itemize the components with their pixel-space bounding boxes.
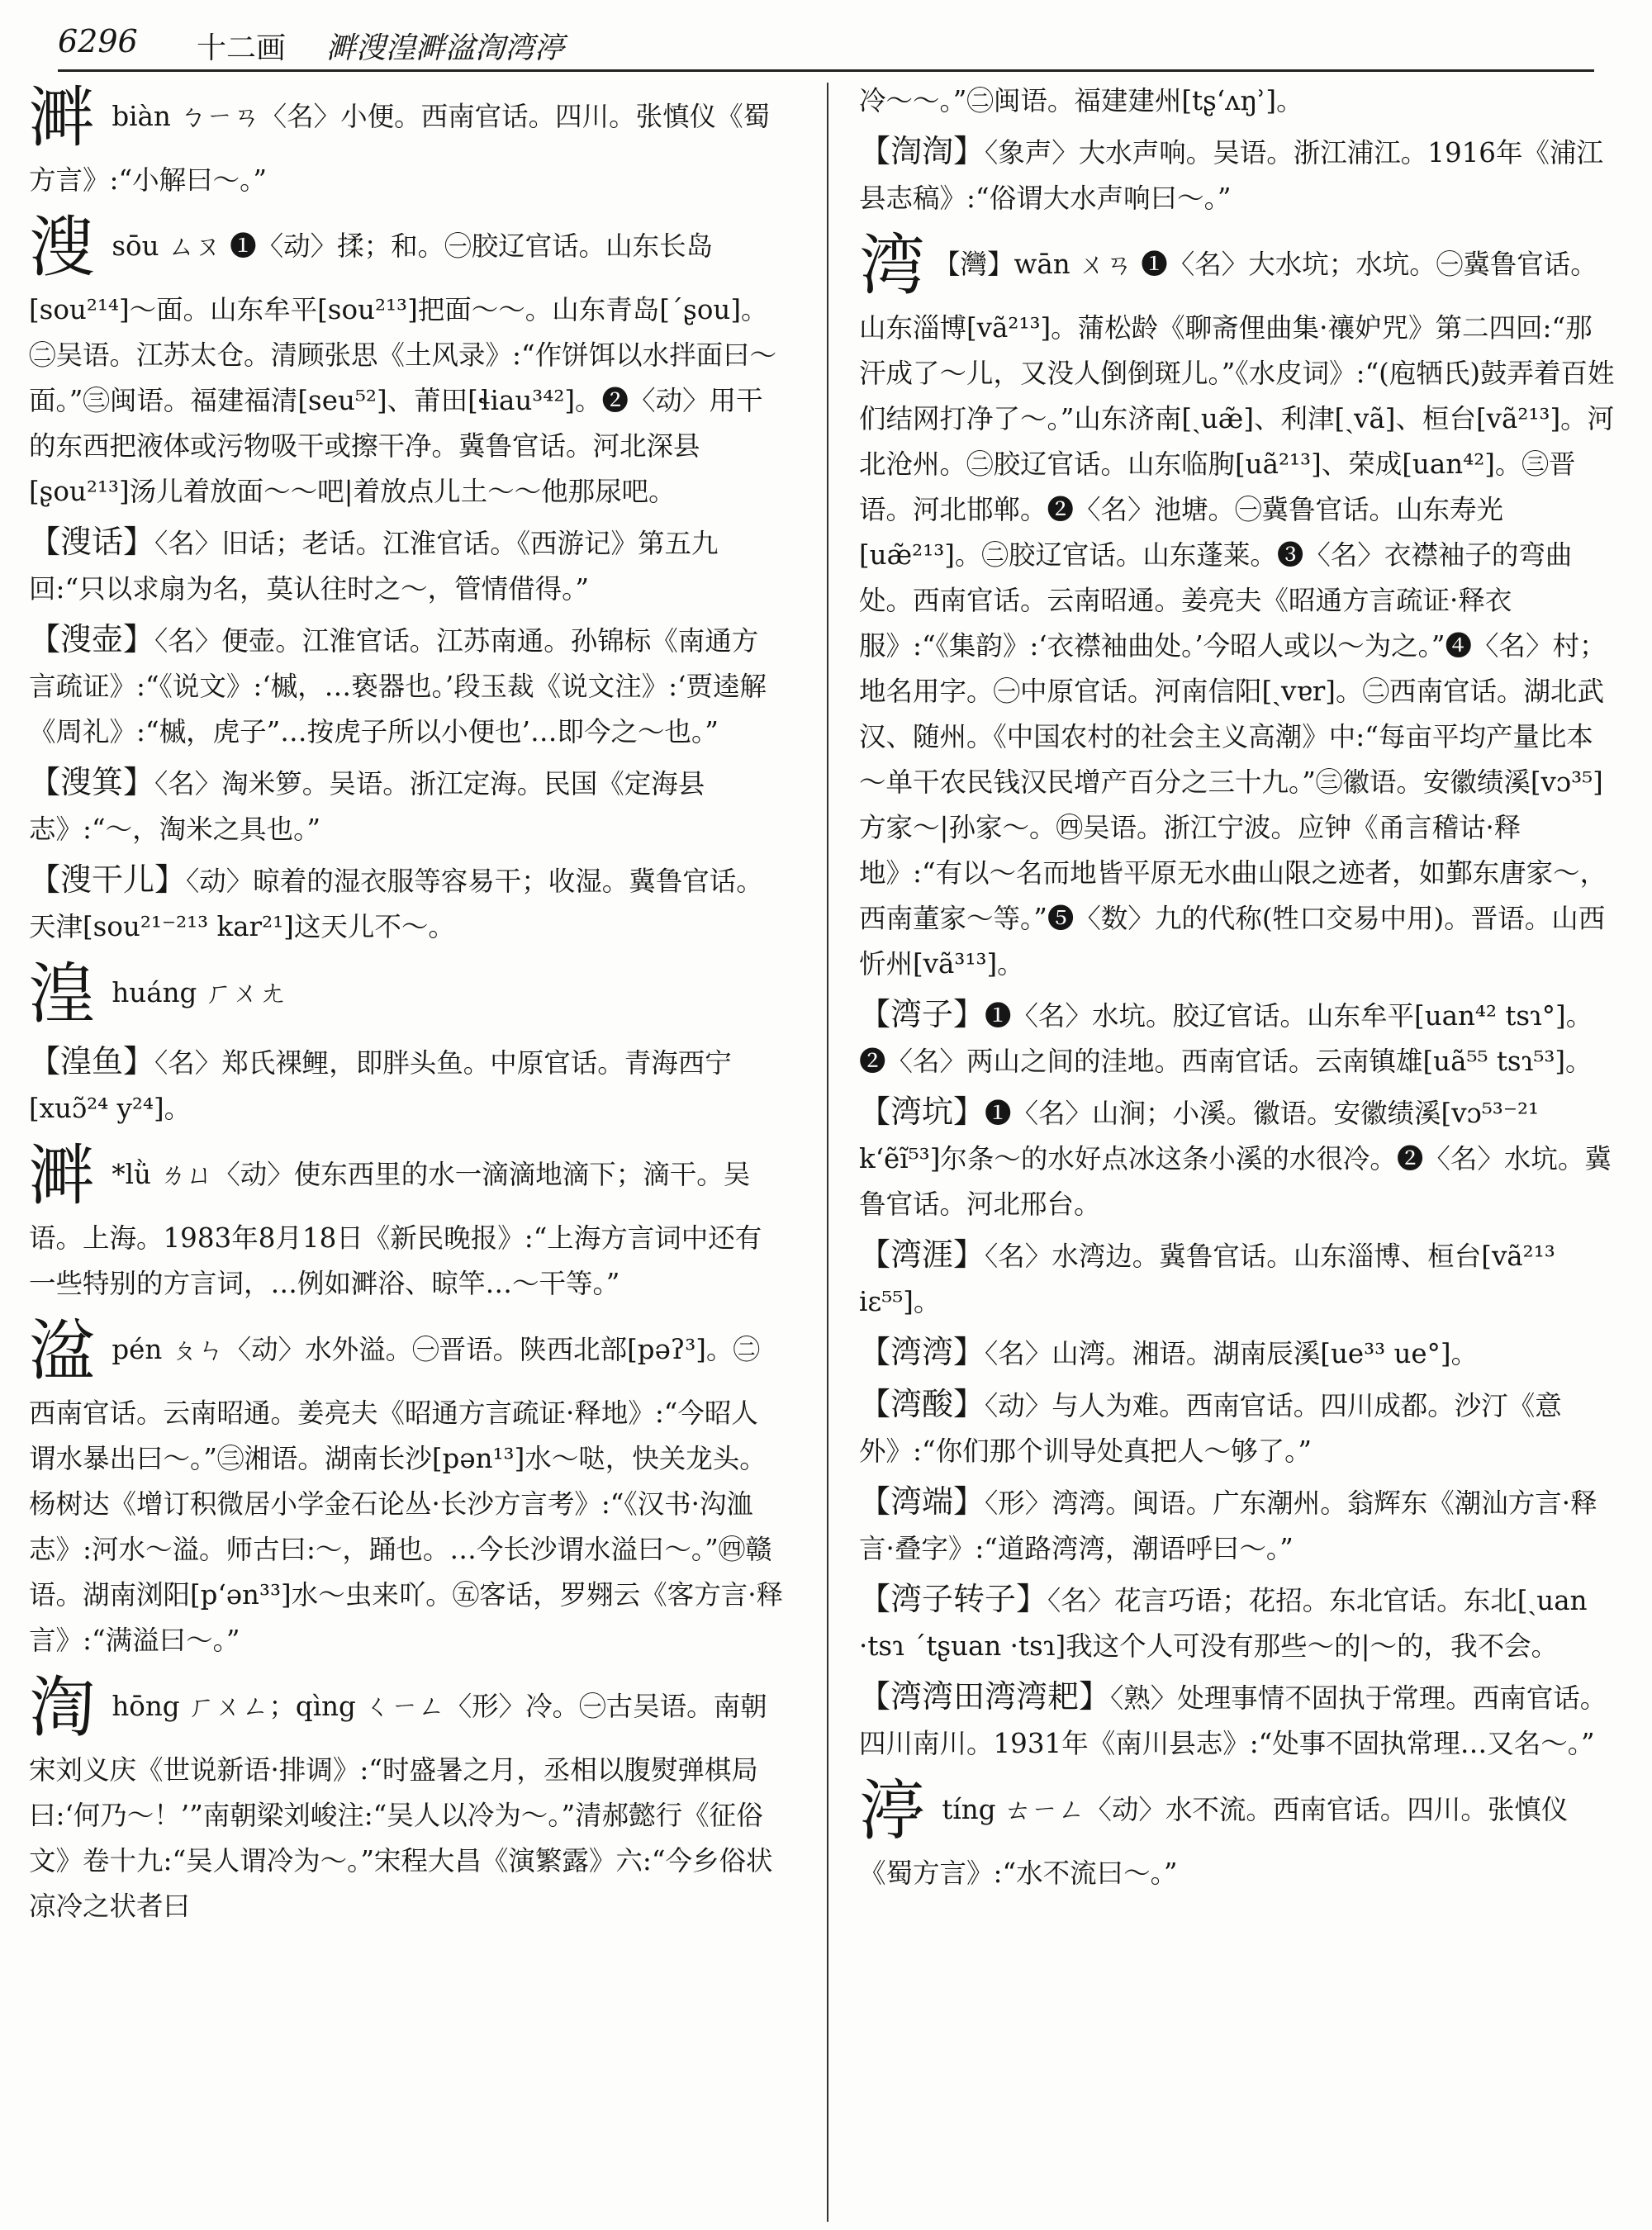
page-number: 6296 bbox=[58, 23, 138, 59]
entry-definition: 〈象声〉大水声响。吴语。浙江浦江。1916年《浦江县志稿》:“俗谓大水声响曰～。” bbox=[859, 137, 1603, 214]
dictionary-entry bbox=[29, 1136, 785, 1307]
dictionary-entry bbox=[859, 1330, 1615, 1377]
entry-definition: tíng ㄊㄧㄥ〈动〉水不流。西南官话。四川。张慎仪《蜀方言》:“水不流曰～。” bbox=[859, 1794, 1569, 1889]
entry-definition: 〈形〉湾湾。闽语。广东潮州。翁辉东《潮汕方言·释言·叠字》:“道路湾湾，潮语呼曰～。” bbox=[859, 1487, 1597, 1564]
entry-headword: 【溲壶】 bbox=[29, 621, 155, 657]
entry-headword: 【湾子转子】 bbox=[859, 1581, 1048, 1617]
entry-headword: 溿 bbox=[29, 79, 95, 156]
entry-definition: 〈名〉花言巧语；花招。东北官话。东北[ˏuan ·tsɿ ˊtʂuan ·tsɿ]我这个人可没有那些～的|～的，我不会。 bbox=[859, 1585, 1588, 1662]
right-column bbox=[859, 78, 1615, 1901]
entry-headword: 【溲话】 bbox=[29, 524, 155, 560]
entry-headword: 【湟鱼】 bbox=[29, 1043, 155, 1079]
dictionary-entry bbox=[859, 226, 1615, 987]
entry-definition: 〈名〉淘米箩。吴语。浙江定海。民国《定海县志》:“～，淘米之具也。” bbox=[29, 768, 705, 845]
dictionary-entry bbox=[859, 129, 1615, 221]
entry-definition: 〈熟〉处理事情不固执于常理。西南官话。四川南川。1931年《南川县志》:“处事不固执常理…又名～。” bbox=[859, 1682, 1607, 1759]
dictionary-entry bbox=[859, 1089, 1615, 1227]
entry-definition: 〈名〉山湾。湘语。湖南辰溪[ue³³ ue°]。 bbox=[985, 1338, 1479, 1369]
entry-headword: 【溲干儿】 bbox=[29, 861, 187, 898]
dictionary-entry bbox=[29, 78, 785, 203]
column-divider bbox=[827, 83, 828, 2222]
entry-definition: ❶〈名〉山涧；小溪。徽语。安徽绩溪[vɔ⁵³⁻²¹ kʻẽĩ⁵³]尔条～的水好点冰这条小溪的水很冷。❷〈名〉水坑。冀鲁官话。河北邢台。 bbox=[859, 1098, 1612, 1220]
entry-definition: 〈名〉郑氏裸鲤，即胖头鱼。中原官话。青海西宁[xuɔ̃²⁴ y²⁴]。 bbox=[29, 1047, 732, 1124]
entry-headword: 湾 bbox=[859, 227, 925, 304]
dictionary-entry bbox=[29, 1039, 785, 1132]
page-header bbox=[58, 15, 1594, 74]
dictionary-entry bbox=[859, 1382, 1615, 1474]
entry-headword: 湟 bbox=[29, 956, 95, 1032]
entry-definition: 〈动〉与人为难。西南官话。四川成都。沙汀《意外》:“你们那个训导处真把人～够了。” bbox=[859, 1390, 1562, 1467]
entry-headword: 【溲箕】 bbox=[29, 764, 155, 800]
entry-definition: biàn ㄅㄧㄢ〈名〉小便。西南官话。四川。张慎仪《蜀方言》:“小解曰～。” bbox=[29, 101, 771, 196]
entry-definition: ❶〈名〉水坑。胶辽官话。山东牟平[uan⁴² tsɿ°]。❷〈名〉两山之间的洼地。西南官话。云南镇雄[uã⁵⁵ tsɿ⁵³]。 bbox=[859, 1000, 1593, 1077]
entry-headword: 【湾酸】 bbox=[859, 1386, 985, 1422]
entry-headword: 【湾坑】 bbox=[859, 1094, 985, 1130]
dictionary-entry bbox=[29, 208, 785, 515]
entry-definition: 【灣】wān ㄨㄢ ❶〈名〉大水坑；水坑。㊀冀鲁官话。山东淄博[vã²¹³]。蒲松龄《聊斋俚曲集·禳妒咒》第二四回:“那汗成了～儿，又没人倒倒斑儿。”《水皮词》:“(庖牺氏)鼓弄着百姓们结网打净了～。”山东济南[ˏuæ̃]、利津[ˏvã]、桓台[vã²¹³]。河北沧州。㊁胶辽官话。山东临朐[uã²¹³]、荣成[uan⁴²]。㊂晋语。河北邯郸。❷〈名〉池塘。㊀冀鲁官话。山东寿光[uæ̃²¹³]。㊁胶辽官话。山东蓬莱。❸〈名〉衣襟袖子的弯曲处。西南官话。云南昭通。姜亮夫《昭通方言疏证·释衣服》:“《集韵》:‘衣襟袖曲处。’今昭人或以～为之。”❹〈名〉村；地名用字。㊀中原官话。河南信阳[ˏvɐr]。㊁西南官话。湖北武汉、随州。《中国农村的社会主义高潮》中:“每亩平均产量比本～单干农民钱汉民增产百分之三十九。”㊂徽语。安徽绩溪[vɔ³⁵]方家～|孙家～。㊃吴语。浙江宁波。应钟《甬言稽诂·释地》:“有以～名而地皆平原无水曲山限之迹者，如鄞东唐家～，西南董家～等。”❺〈数〉九的代称(牲口交易中用)。晋语。山西忻州[vã³¹³]。 bbox=[859, 249, 1615, 980]
dictionary-entry bbox=[29, 857, 785, 950]
section-label: 十二画 bbox=[197, 31, 287, 65]
dictionary-entry bbox=[29, 520, 785, 612]
dictionary-entry bbox=[859, 1577, 1615, 1669]
entry-headword: 【湾端】 bbox=[859, 1483, 985, 1520]
entry-definition: 冷～～。”㊁闽语。福建建州[tʂʻʌŋʾ]。 bbox=[859, 85, 1303, 116]
dictionary-entry bbox=[859, 1772, 1615, 1896]
entry-headword: 【渹渹】 bbox=[859, 133, 985, 169]
dictionary-entry bbox=[29, 617, 785, 755]
entry-definition: *lǜ ㄌㄩ〈动〉使东西里的水一滴滴地滴下；滴干。吴语。上海。1983年8月18日《新民晚报》:“上海方言词中还有一些特别的方言词，…例如溿浴、晾竿…～干等。” bbox=[29, 1159, 762, 1299]
dictionary-entry bbox=[859, 1479, 1615, 1572]
entry-headword: 【湾涯】 bbox=[859, 1236, 985, 1273]
entry-definition: 〈名〉便壶。江淮官话。江苏南通。孙锦标《南通方言疏证》:“《说文》:‘槭，…亵器也。’段玉裁《说文注》:‘贾逵解《周礼》:“槭，虎子”…按虎子所以小便也’…即今之～也。” bbox=[29, 625, 767, 747]
entry-definition: sōu ㄙㄡ ❶〈动〉揉；和。㊀胶辽官话。山东长岛[sou²¹⁴]～面。山东牟平[sou²¹³]把面～～。山东青岛[ˊʂou]。㊁吴语。江苏太仓。清顾张思《土风录》:“作饼饵以水拌面曰～面。”㊂闽语。福建福清[seu⁵²]、莆田[ɬiau³⁴²]。❷〈动〉用干的东西把液体或污物吸干或擦干净。冀鲁官话。河北深县[ʂou²¹³]汤儿着放面～～吧|着放点儿土～～他那尿吧。 bbox=[29, 230, 777, 507]
entry-headword: 渟 bbox=[859, 1772, 925, 1849]
entry-headword: 湓 bbox=[29, 1312, 95, 1389]
entry-definition: 〈名〉水湾边。冀鲁官话。山东淄博、桓台[vã²¹³ iɛ⁵⁵]。 bbox=[859, 1241, 1555, 1317]
dictionary-entry bbox=[859, 1232, 1615, 1325]
entry-definition: hōng ㄏㄨㄥ；qìng ㄑㄧㄥ〈形〉冷。㊀古吴语。南朝宋刘义庆《世说新语·排调》:“时盛暑之月，丞相以腹熨弹棋局曰:‘何乃～！’”南朝梁刘峻注:“吴人以冷为～。”清郝懿行《征俗文》卷十九:“吴人谓冷为～。”宋程大昌《演繁露》六:“今乡俗状凉冷之状者曰 bbox=[29, 1691, 773, 1922]
dictionary-entry bbox=[29, 1668, 785, 1929]
entry-headword: 溲 bbox=[29, 209, 95, 286]
entry-headword: 【湾湾】 bbox=[859, 1334, 985, 1370]
dictionary-entry bbox=[859, 1674, 1615, 1767]
entry-definition: 〈动〉晾着的湿衣服等容易干；收湿。冀鲁官话。天津[sou²¹⁻²¹³ kar²¹]这天儿不～。 bbox=[29, 866, 763, 942]
dictionary-entry bbox=[29, 760, 785, 852]
header-rule bbox=[58, 69, 1594, 72]
entry-headword: 【湾子】 bbox=[859, 996, 985, 1032]
dictionary-entry bbox=[859, 78, 1615, 124]
entry-definition: huáng ㄏㄨㄤ bbox=[103, 977, 287, 1008]
dictionary-entry bbox=[29, 1312, 785, 1663]
running-headwords: 溿溲湟溿湓渹湾渟 bbox=[326, 31, 565, 65]
dictionary-entry bbox=[29, 955, 785, 1034]
entry-headword: 渹 bbox=[29, 1669, 95, 1746]
entry-definition: pén ㄆㄣ〈动〉水外溢。㊀晋语。陕西北部[pəʔ³]。㊁西南官话。云南昭通。姜亮夫《昭通方言疏证·释地》:“今昭人谓水暴出曰～。”㊂湘语。湖南长沙[pən¹³]水～哒，快关龙头。杨树达《增订积微居小学金石论丛·长沙方言考》:“《汉书·沟洫志》:河水～溢。师古曰:～，踊也。…今长沙谓水溢曰～。”㊃赣语。湖南浏阳[pʻən³³]水～虫来吖。㊄客话，罗翙云《客方言·释言》:“满溢曰～。” bbox=[29, 1334, 784, 1656]
entry-definition: 〈名〉旧话；老话。江淮官话。《西游记》第五九回:“只以求扇为名，莫认往时之～，管情借得。” bbox=[29, 528, 719, 605]
dictionary-entry bbox=[859, 992, 1615, 1084]
left-column bbox=[29, 78, 785, 1934]
entry-headword: 溿 bbox=[29, 1137, 95, 1214]
entry-headword: 【湾湾田湾湾耙】 bbox=[859, 1678, 1111, 1715]
